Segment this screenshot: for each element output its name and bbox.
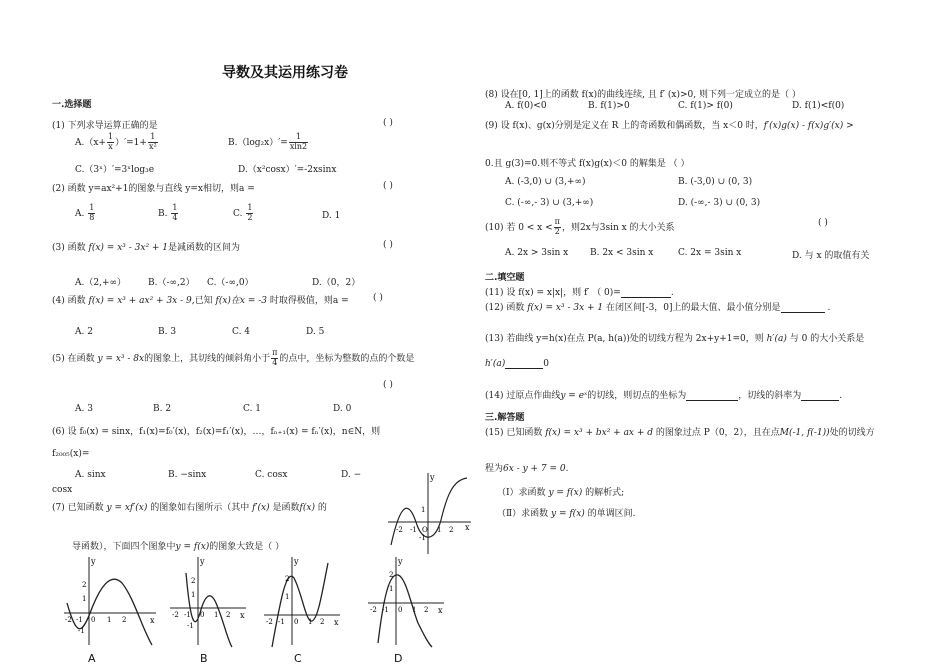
svg-text:1: 1 xyxy=(285,593,290,601)
svg-text:1: 1 xyxy=(191,591,196,599)
q2-option-b: B. $\frac{1}{4}$ xyxy=(158,203,178,222)
svg-text:y: y xyxy=(200,557,205,566)
graph-c-curve xyxy=(272,563,328,647)
svg-text:2: 2 xyxy=(285,575,290,583)
q8-stem: (8) 设在[0, 1]上的函数 f(x)的曲线连续, 且 f′ (x)>0, 则下列一定成立的是（ ） xyxy=(485,90,801,100)
q4-stem: (4) 函数 f(x) = x³ + ax² + 3x - 9,已知 f(x)在x = -3 时取得极值，则a = xyxy=(52,296,349,306)
q3-option-d: D.（0，2） xyxy=(312,278,361,288)
svg-text:-2: -2 xyxy=(172,611,179,619)
svg-text:1: 1 xyxy=(82,595,87,603)
svg-text:-1: -1 xyxy=(184,611,191,619)
svg-text:-1: -1 xyxy=(278,618,285,626)
q13-line2: h′(a) 0 xyxy=(485,359,549,369)
q8-option-d: D. f(1)<f(0) xyxy=(792,101,845,111)
q8-option-b: B. f(1)>0 xyxy=(588,101,630,111)
graph-a-curve xyxy=(67,579,152,645)
q3-option-b: B.（-∞,2） xyxy=(148,278,195,288)
svg-text:1: 1 xyxy=(412,606,417,614)
svg-text:1: 1 xyxy=(389,585,394,593)
ref-tick-x: -1 xyxy=(410,526,417,534)
ref-tick-x: 2 xyxy=(449,526,454,534)
svg-text:x: x xyxy=(240,611,245,620)
svg-text:2: 2 xyxy=(320,618,325,626)
q1-option-c: C.（3ˣ）′=3ˣlog₃e xyxy=(75,165,155,175)
q6-option-c: C. cosx xyxy=(255,470,288,480)
q13-stem: (13) 若曲线 y=h(x)在点 P(a, h(a))处的切线方程为 2x+y+1=0，则 h′(a) 与 0 的大小关系是 xyxy=(485,334,865,344)
q15-part-2: （Ⅱ）求函数 y = f(x) 的单调区间. xyxy=(497,509,636,519)
q9-stem: (9) 设 f(x)、g(x)分别是定义在 R 上的奇函数和偶函数，当 x＜0 时，f′(x)g(x) - f(x)g′(x) > xyxy=(485,121,854,131)
q4-option-b: B. 3 xyxy=(158,327,177,337)
q2-option-d: D. 1 xyxy=(322,211,341,221)
svg-text:1: 1 xyxy=(214,611,219,619)
q9-option-d: D. (-∞,- 3) ∪ (0, 3) xyxy=(678,198,761,208)
ref-x-label: x xyxy=(465,523,470,532)
q9-option-a: A. (-3,0) ∪ (3,+∞) xyxy=(505,177,586,187)
ref-tick-y: -1 xyxy=(419,534,426,542)
q5-stem: (5) 在函数 y = x³ - 8x的图象上，其切线的倾斜角小于 $\frac{\pi}{4}$ 的点中，坐标为整数的点的个数是 xyxy=(52,348,415,367)
q10-option-d: D. 与 x 的取值有关 xyxy=(792,251,870,261)
svg-text:-2: -2 xyxy=(65,616,72,624)
q5-option-b: B. 2 xyxy=(153,404,172,414)
q7-graph-c-label: C xyxy=(294,652,302,665)
svg-text:0: 0 xyxy=(200,611,205,619)
svg-text:0: 0 xyxy=(398,606,403,614)
section-choice-heading: 一.选择题 xyxy=(52,100,92,110)
ref-tick-x: -2 xyxy=(396,526,403,534)
svg-text:2: 2 xyxy=(122,616,127,624)
q2-option-a: A. $\frac{1}{8}$ xyxy=(75,203,95,222)
q5-option-a: A. 3 xyxy=(75,404,93,414)
ref-tick-y: 1 xyxy=(421,506,426,514)
q9-option-b: B. (-3,0) ∪ (0, 3) xyxy=(678,177,753,187)
q7-graph-b xyxy=(168,553,248,649)
q14-stem: (14) 过原点作曲线y = eˣ的切线，则切点的坐标为 ，切线的斜率为 . xyxy=(485,391,843,401)
svg-text:-1: -1 xyxy=(382,606,389,614)
q3-stem: (3) 函数 f(x) = x³ - 3x² + 1是减函数的区间为 xyxy=(52,243,241,253)
svg-text:-1: -1 xyxy=(76,616,83,624)
svg-text:0: 0 xyxy=(91,616,96,624)
q2-stem: (2) 函数 y=ax²+1的图象与直线 y=x相切，则a = xyxy=(52,184,255,194)
svg-text:0: 0 xyxy=(294,618,299,626)
q2-option-c: C. $\frac{1}{2}$ xyxy=(233,203,253,222)
q10-answer-paren: ( ) xyxy=(818,218,828,228)
svg-text:2: 2 xyxy=(82,581,87,589)
q9-option-c: C. (-∞,- 3) ∪ (3,+∞) xyxy=(505,198,594,208)
q10-option-c: C. 2x = 3sin x xyxy=(678,248,742,258)
q6-stem-line2: f₂₀₀₅(x)= xyxy=(52,449,90,459)
q15-stem: (15) 已知函数 f(x) = x³ + bx² + ax + d 的图象过点 P（0，2），且在点M(-1, f(-1))处的切线方 xyxy=(485,428,875,438)
q5-answer-paren: ( ) xyxy=(383,380,393,390)
section-fill-heading: 二.填空题 xyxy=(485,273,525,283)
q1-option-d: D.（x²cosx）′=-2xsinx xyxy=(238,165,337,175)
q9-stem-line2: 0.且 g(3)=0.则不等式 f(x)g(x)＜0 的解集是 （ ） xyxy=(485,159,690,169)
svg-text:2: 2 xyxy=(389,571,394,579)
svg-text:-1: -1 xyxy=(187,622,194,630)
svg-text:-2: -2 xyxy=(370,606,377,614)
q13-answer-blank[interactable] xyxy=(505,359,543,369)
q3-option-a: A.（2,+∞） xyxy=(75,278,126,288)
q15-stem-line2: 程为6x - y + 7 = 0. xyxy=(485,464,569,474)
q6-option-d: D. − xyxy=(341,470,362,480)
svg-text:y: y xyxy=(91,557,96,566)
svg-text:2: 2 xyxy=(191,577,196,585)
q4-option-d: D. 5 xyxy=(306,327,325,337)
q14-point-blank[interactable] xyxy=(686,391,738,401)
q1-option-a: A.（x+ $\frac{1}{x}$ ）′=1+ $\frac{1}{\text{x²}}$ xyxy=(75,132,157,151)
q7-graph-a-label: A xyxy=(88,652,96,665)
q1-option-b: B.（log₂x）′= $\frac{1}{xln2}$ xyxy=(228,132,308,151)
q7-stem: (7) 已知函数 y = xf′(x) 的图象如右图所示（其中 f′(x) 是函数f(x) 的 xyxy=(52,503,327,513)
ref-y-label: y xyxy=(430,473,435,482)
q12-answer-blank[interactable] xyxy=(781,303,825,313)
section-answer-heading: 三.解答题 xyxy=(485,413,525,423)
q7-graph-c xyxy=(262,553,342,649)
q11-stem: (11) 设 f(x) = x|x|，则 f′ （ 0)= . xyxy=(485,288,674,298)
q12-stem: (12) 函数 f(x) = x³ - 3x + 1 在闭区间[-3，0]上的最大值、最小值分别是 . xyxy=(485,303,831,313)
q15-part-1: （Ⅰ）求函数 y = f(x) 的解析式; xyxy=(497,488,625,498)
q10-stem: (10) 若 0 < x < $\frac{\pi}{2}$ ，则2x与3sin x 的大小关系 xyxy=(485,217,675,236)
q6-stem: (6) 设 f₀(x) = sinx，f₁(x)=f₀′(x)，f₂(x)=f₁′(x)，…，fₙ₊₁(x) = fₙ′(x)，n∈N，则 xyxy=(52,427,381,437)
q4-option-a: A. 2 xyxy=(75,327,93,337)
svg-text:-2: -2 xyxy=(266,618,273,626)
svg-text:x: x xyxy=(150,616,155,625)
q7-graph-b-label: B xyxy=(200,652,208,665)
svg-text:2: 2 xyxy=(424,606,429,614)
svg-text:-1: -1 xyxy=(78,627,85,635)
q7-graph-d-label: D xyxy=(394,652,403,665)
q3-answer-paren: ( ) xyxy=(383,240,393,250)
svg-text:1: 1 xyxy=(308,618,313,626)
q5-option-c: C. 1 xyxy=(243,404,262,414)
q7-stem-line2: 导函数），下面四个图象中y = f(x)的图象大致是（ ） xyxy=(72,542,285,552)
q8-option-a: A. f(0)<0 xyxy=(505,101,547,111)
q8-option-c: C. f(1)> f(0) xyxy=(678,101,733,111)
q2-answer-paren: ( ) xyxy=(383,181,393,191)
q7-graph-a xyxy=(62,553,158,649)
q4-option-c: C. 4 xyxy=(232,327,251,337)
ref-curve xyxy=(391,478,467,545)
q1-answer-paren: ( ) xyxy=(383,118,393,128)
q5-option-d: D. 0 xyxy=(333,404,352,414)
q4-answer-paren: ( ) xyxy=(373,293,383,303)
ref-tick-x: O xyxy=(422,526,428,534)
q7-reference-graph xyxy=(383,470,473,556)
q1-stem: (1) 下列求导运算正确的是 xyxy=(52,121,158,131)
q10-option-b: B. 2x < 3sin x xyxy=(590,248,654,258)
q11-answer-blank[interactable] xyxy=(621,288,671,298)
ref-tick-x: 1 xyxy=(437,526,442,534)
q6-option-d-cont: cosx xyxy=(52,485,73,495)
page-title: 导数及其运用练习卷 xyxy=(222,65,348,81)
svg-text:x: x xyxy=(438,606,443,615)
q3-option-c: C.（-∞,0） xyxy=(207,278,254,288)
svg-text:x: x xyxy=(334,618,339,627)
svg-text:y: y xyxy=(398,557,403,566)
q14-slope-blank[interactable] xyxy=(801,391,839,401)
svg-text:1: 1 xyxy=(107,616,112,624)
svg-text:2: 2 xyxy=(226,611,231,619)
svg-text:y: y xyxy=(294,557,299,566)
q7-graph-d xyxy=(366,553,446,649)
q6-option-a: A. sinx xyxy=(75,470,106,480)
q6-option-b: B. −sinx xyxy=(168,470,207,480)
q10-option-a: A. 2x > 3sin x xyxy=(505,248,569,258)
